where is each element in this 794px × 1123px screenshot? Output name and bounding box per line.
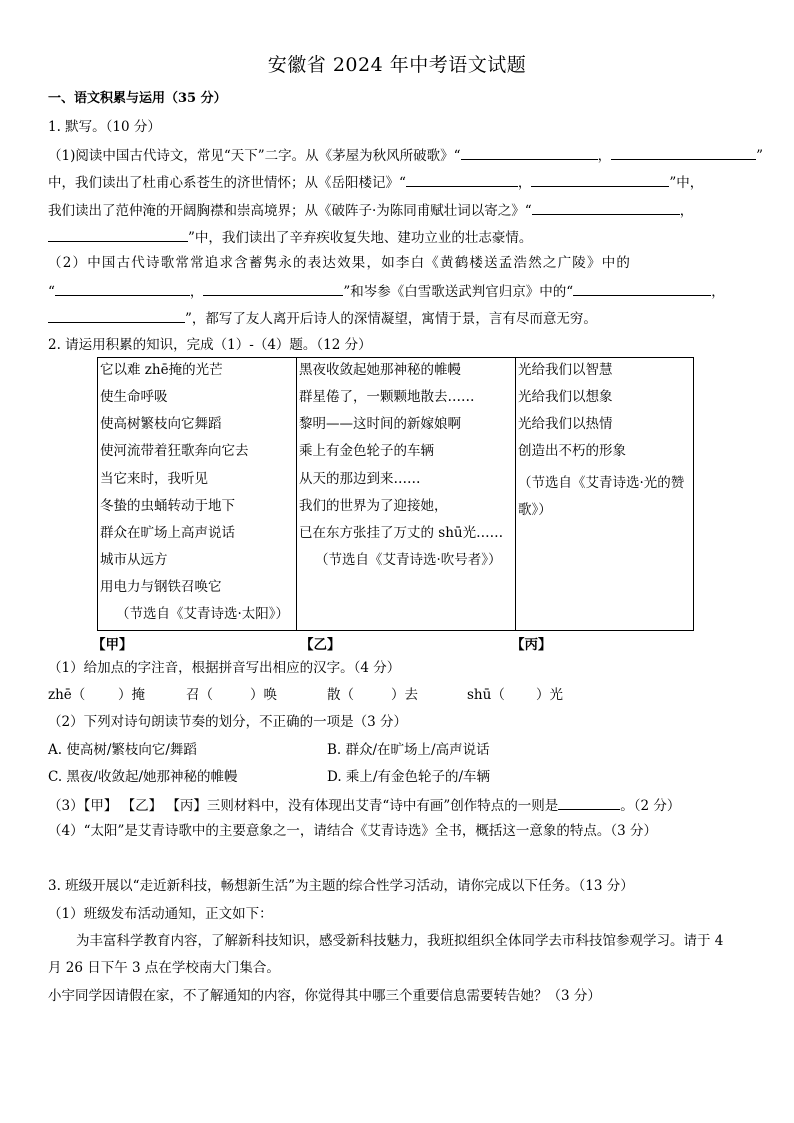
answer-blank[interactable] (611, 145, 756, 160)
poem-jia (98, 358, 297, 630)
option-d[interactable]: D. 乘上/有金色轮子的/车辆 (327, 769, 491, 785)
q1-text: （1)阅读中国古代诗文，常见“天下”二字。从《茅屋为秋风所破歌》“ (48, 148, 461, 164)
poem-line: 群众在旷场上高声说话 (100, 525, 235, 541)
tag-bing: 【丙】 (511, 637, 552, 653)
q2-heading: 2. 请运用积累的知识，完成（1）-（4）题。（12 分） (48, 337, 372, 353)
poem-line: 光给我们以想象 (518, 389, 613, 405)
poem-yi (297, 358, 516, 630)
poem-line: 从天的那边到来…… (299, 471, 421, 487)
tag-jia: 【甲】 (92, 637, 133, 653)
poem-line: 创造出不朽的形象 (518, 443, 626, 459)
poem-line: 已在东方张挂了万丈的 shū光…… (299, 525, 504, 541)
pinyin-item: zhē（ (48, 687, 86, 703)
notice-text-line1: 为丰富科学教育内容，了解新科技知识，感受新科技魅力，我班拟组织全体同学去市科技馆参观学习。请于 4 (76, 933, 724, 949)
q1-text: ， (679, 203, 694, 219)
q2-sub4: （4）“太阳”是艾青诗歌中的主要意象之一，请结合《艾青诗选》全书，概括这一意象的特点。（3 分） (48, 823, 658, 839)
answer-blank[interactable] (461, 145, 598, 160)
tag-yi: 【乙】 (300, 637, 341, 653)
q1-text: ”中， (669, 175, 704, 191)
poem-line: 使高树繁枝向它舞蹈 (100, 416, 222, 432)
pinyin-item: 召（ (186, 687, 213, 703)
q2-sub3 (48, 795, 680, 815)
q3-question: 小宇同学因请假在家，不了解通知的内容，你觉得其中哪三个重要信息需要转告她？（3 分） (48, 988, 601, 1004)
q1-part2-line2 (48, 281, 725, 301)
answer-blank[interactable] (48, 227, 188, 242)
poem-source: （节选自《艾青诗选·太阳》） (116, 606, 290, 622)
q2-sub1: （1）给加点的字注音，根据拼音写出相应的汉字。（4 分） (48, 660, 401, 676)
q1-part1-line1 (48, 145, 763, 165)
q2-text: 。（2 分） (620, 798, 681, 814)
answer-blank[interactable] (573, 281, 711, 296)
option-a[interactable]: A. 使高树/繁枝向它/舞蹈 (48, 742, 197, 758)
poem-bing (516, 358, 693, 630)
q1-part1-line2 (48, 172, 703, 192)
answer-blank[interactable] (203, 281, 343, 296)
poem-source: （节选自《艾青诗选·光的赞歌》） (518, 475, 685, 518)
pinyin-item: ）唤 (250, 687, 277, 703)
q1-heading: 1. 默写。（10 分） (48, 119, 161, 135)
answer-blank[interactable] (48, 308, 185, 323)
q1-text: ”和岑参《白雪歌送武判官归京》中的“ (343, 284, 574, 300)
q1-text: ， (711, 284, 725, 300)
poem-line: 使生命呼吸 (100, 389, 168, 405)
q1-part2-line1: （2）中国古代诗歌常常追求含蓄隽永的表达效果，如李白《黄鹤楼送孟浩然之广陵》中的 (48, 255, 632, 271)
poem-line: 黎明——这时间的新嫁娘啊 (299, 416, 461, 432)
q1-text: 中，我们读出了杜甫心系苍生的济世情怀；从《岳阳楼记》“ (48, 175, 406, 191)
poem-line: 用电力与钢铁召唤它 (100, 579, 222, 595)
poem-source: （节选自《艾青诗选·吹号者》） (315, 552, 502, 568)
notice-text-line2: 月 26 日下午 3 点在学校南大门集合。 (48, 960, 280, 976)
pinyin-item: ）光 (536, 687, 563, 703)
poem-line: 它以难 zhē掩的光芒 (100, 362, 223, 378)
q1-text: ”，都写了友人离开后诗人的深情凝望，寓情于景，言有尽而意无穷。 (185, 311, 597, 327)
q1-part1-line4 (48, 227, 532, 247)
poem-line: 我们的世界为了迎接她， (299, 498, 448, 514)
q1-text: “ (48, 284, 55, 300)
section-heading: 一、语文积累与运用（35 分） (48, 91, 227, 106)
poem-line: 城市从远方 (100, 552, 168, 568)
answer-blank[interactable] (406, 172, 518, 187)
poem-table (97, 357, 694, 631)
pinyin-item: 散（ (327, 687, 354, 703)
q2-text: （3）【甲】 【乙】 【丙】三则材料中，没有体现出艾青“诗中有画”创作特点的一则是 (48, 798, 559, 814)
q1-text: ” (756, 148, 763, 164)
poem-line: 乘上有金色轮子的车辆 (299, 443, 434, 459)
pinyin-item: shū（ (467, 687, 505, 703)
page-title: 安徽省 2024 年中考语文试题 (267, 54, 527, 76)
q1-part1-line3 (48, 200, 693, 220)
poem-line: 当它来时，我听见 (100, 471, 208, 487)
poem-line: 光给我们以智慧 (518, 362, 613, 378)
poem-line: 黑夜收敛起她那神秘的帷幔 (299, 362, 461, 378)
option-c[interactable]: C. 黑夜/收敛起/她那神秘的帷幔 (48, 769, 238, 785)
answer-blank[interactable] (532, 200, 680, 215)
q2-sub2: （2）下列对诗句朗读节奏的划分，不正确的一项是（3 分） (48, 714, 407, 730)
answer-blank[interactable] (531, 172, 669, 187)
pinyin-item: ）掩 (118, 687, 145, 703)
q1-text: ， (189, 284, 204, 300)
q1-text: ， (517, 175, 532, 191)
q3-heading: 3. 班级开展以“走近新科技，畅想新生活”为主题的综合性学习活动，请你完成以下任务。（13 分） (48, 878, 634, 894)
q1-part2-line3 (48, 308, 597, 328)
poem-line: 使河流带着狂歌奔向它去 (100, 443, 249, 459)
pinyin-item: ）去 (391, 687, 418, 703)
poem-line: 冬蛰的虫蛹转动于地下 (100, 498, 235, 514)
option-b[interactable]: B. 群众/在旷场上/高声说话 (327, 742, 490, 758)
answer-blank[interactable] (558, 795, 620, 810)
poem-line: 光给我们以热情 (518, 416, 613, 432)
q3-sub1: （1）班级发布活动通知，正文如下： (48, 906, 273, 922)
answer-blank[interactable] (55, 281, 190, 296)
q1-text: ”中，我们读出了辛弃疾收复失地、建功立业的壮志豪情。 (188, 230, 533, 246)
poem-line: 群星倦了，一颗颗地散去…… (299, 389, 475, 405)
q1-text: ， (597, 148, 612, 164)
q1-text: 我们读出了范仲淹的开阔胸襟和崇高境界；从《破阵子·为陈同甫赋壮词以寄之》“ (48, 203, 532, 219)
